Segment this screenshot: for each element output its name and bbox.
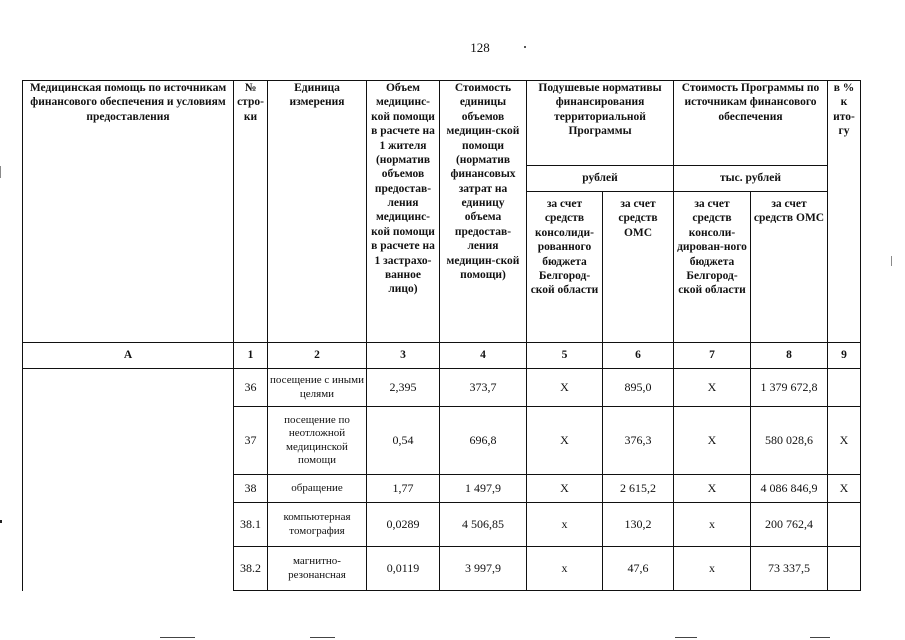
oms-thousand-cell: 580 028,6 — [751, 407, 828, 475]
header-percent-total: в % к ито-гу — [828, 81, 861, 343]
scan-speck — [524, 46, 526, 48]
table-row — [23, 369, 861, 407]
scan-mark-bottom — [675, 637, 697, 638]
scan-mark-bottom — [160, 637, 195, 638]
oms-thousand-cell: 73 337,5 — [751, 547, 828, 591]
percent-cell — [828, 547, 861, 591]
scan-mark-bottom — [810, 637, 830, 638]
budget-thousand-cell: х — [674, 503, 751, 547]
budget-rub-cell: х — [527, 547, 603, 591]
header-budget-thousand: за счет средств консоли-дирован-ного бюджета Белгород-ской области — [674, 192, 751, 343]
header-per-capita: Подушевые нормативы финансирования территориальной Программы — [527, 81, 674, 166]
budget-rub-cell: Х — [527, 369, 603, 407]
header-care-type: Медицинская помощь по источникам финансового обеспечения и условиям предоставления — [23, 81, 234, 343]
oms-rub-cell: 47,6 — [603, 547, 674, 591]
header-row-number: № стро-ки — [234, 81, 268, 343]
percent-cell — [828, 369, 861, 407]
oms-thousand-cell: 4 086 846,9 — [751, 475, 828, 503]
unit-cell: посещение по неотложной медицинской помощи — [268, 407, 367, 475]
budget-thousand-cell: х — [674, 547, 751, 591]
budget-thousand-cell: Х — [674, 369, 751, 407]
column-number-row — [23, 343, 861, 369]
column-number: 8 — [751, 343, 828, 369]
budget-thousand-cell: Х — [674, 475, 751, 503]
column-number: 9 — [828, 343, 861, 369]
cost-cell: 696,8 — [440, 407, 527, 475]
row-number: 38.2 — [234, 547, 268, 591]
cost-cell: 373,7 — [440, 369, 527, 407]
financing-table — [22, 80, 861, 591]
unit-cell: магнитно-резонансная — [268, 547, 367, 591]
percent-cell: Х — [828, 407, 861, 475]
header-unit-cost: Стоимость единицы объемов медицин-ской помощи (норматив финансовых затрат на единицу объема предостав-ления медицин-ской помощи) — [440, 81, 527, 343]
column-number: 1 — [234, 343, 268, 369]
cost-cell: 4 506,85 — [440, 503, 527, 547]
oms-thousand-cell: 1 379 672,8 — [751, 369, 828, 407]
column-number: 6 — [603, 343, 674, 369]
oms-thousand-cell: 200 762,4 — [751, 503, 828, 547]
header-budget-rubles: за счет средств консолиди-рованного бюджета Белгород-ской области — [527, 192, 603, 343]
header-oms-rubles: за счет средств ОМС — [603, 192, 674, 343]
scan-mark-left-bottom — [0, 520, 2, 523]
header-oms-thousand: за счет средств ОМС — [751, 192, 828, 343]
unit-cell: посещение с иными целями — [268, 369, 367, 407]
row-number: 38 — [234, 475, 268, 503]
header-rubles: рублей — [527, 166, 674, 192]
column-number: 2 — [268, 343, 367, 369]
header-thousand-rubles: тыс. рублей — [674, 166, 828, 192]
unit-cell: компьютерная томография — [268, 503, 367, 547]
header-volume: Объем медицинс-кой помощи в расчете на 1 жителя (норматив объемов предостав-ления медицинс-кой помощи в расчете на 1 застрахо-ванное лицо) — [367, 81, 440, 343]
budget-thousand-cell: Х — [674, 407, 751, 475]
header-unit: Единица измерения — [268, 81, 367, 343]
oms-rub-cell: 130,2 — [603, 503, 674, 547]
oms-rub-cell: 2 615,2 — [603, 475, 674, 503]
percent-cell: Х — [828, 475, 861, 503]
column-number: 5 — [527, 343, 603, 369]
volume-cell: 0,54 — [367, 407, 440, 475]
percent-cell — [828, 503, 861, 547]
scan-mark-right — [891, 256, 892, 266]
volume-cell: 2,395 — [367, 369, 440, 407]
volume-cell: 0,0289 — [367, 503, 440, 547]
volume-cell: 1,77 — [367, 475, 440, 503]
header-program-cost: Стоимость Программы по источникам финансового обеспечения — [674, 81, 828, 166]
column-number: А — [23, 343, 234, 369]
row-number: 36 — [234, 369, 268, 407]
scan-mark-bottom — [310, 637, 335, 638]
volume-cell: 0,0119 — [367, 547, 440, 591]
budget-rub-cell: Х — [527, 475, 603, 503]
unit-cell: обращение — [268, 475, 367, 503]
row-number: 38.1 — [234, 503, 268, 547]
oms-rub-cell: 376,3 — [603, 407, 674, 475]
column-number: 3 — [367, 343, 440, 369]
budget-rub-cell: х — [527, 503, 603, 547]
column-number: 7 — [674, 343, 751, 369]
oms-rub-cell: 895,0 — [603, 369, 674, 407]
page-number: 128 — [470, 40, 490, 55]
scan-mark-left-top — [0, 166, 1, 178]
care-type-cell — [23, 369, 234, 591]
budget-rub-cell: Х — [527, 407, 603, 475]
cost-cell: 1 497,9 — [440, 475, 527, 503]
column-number: 4 — [440, 343, 527, 369]
cost-cell: 3 997,9 — [440, 547, 527, 591]
row-number: 37 — [234, 407, 268, 475]
